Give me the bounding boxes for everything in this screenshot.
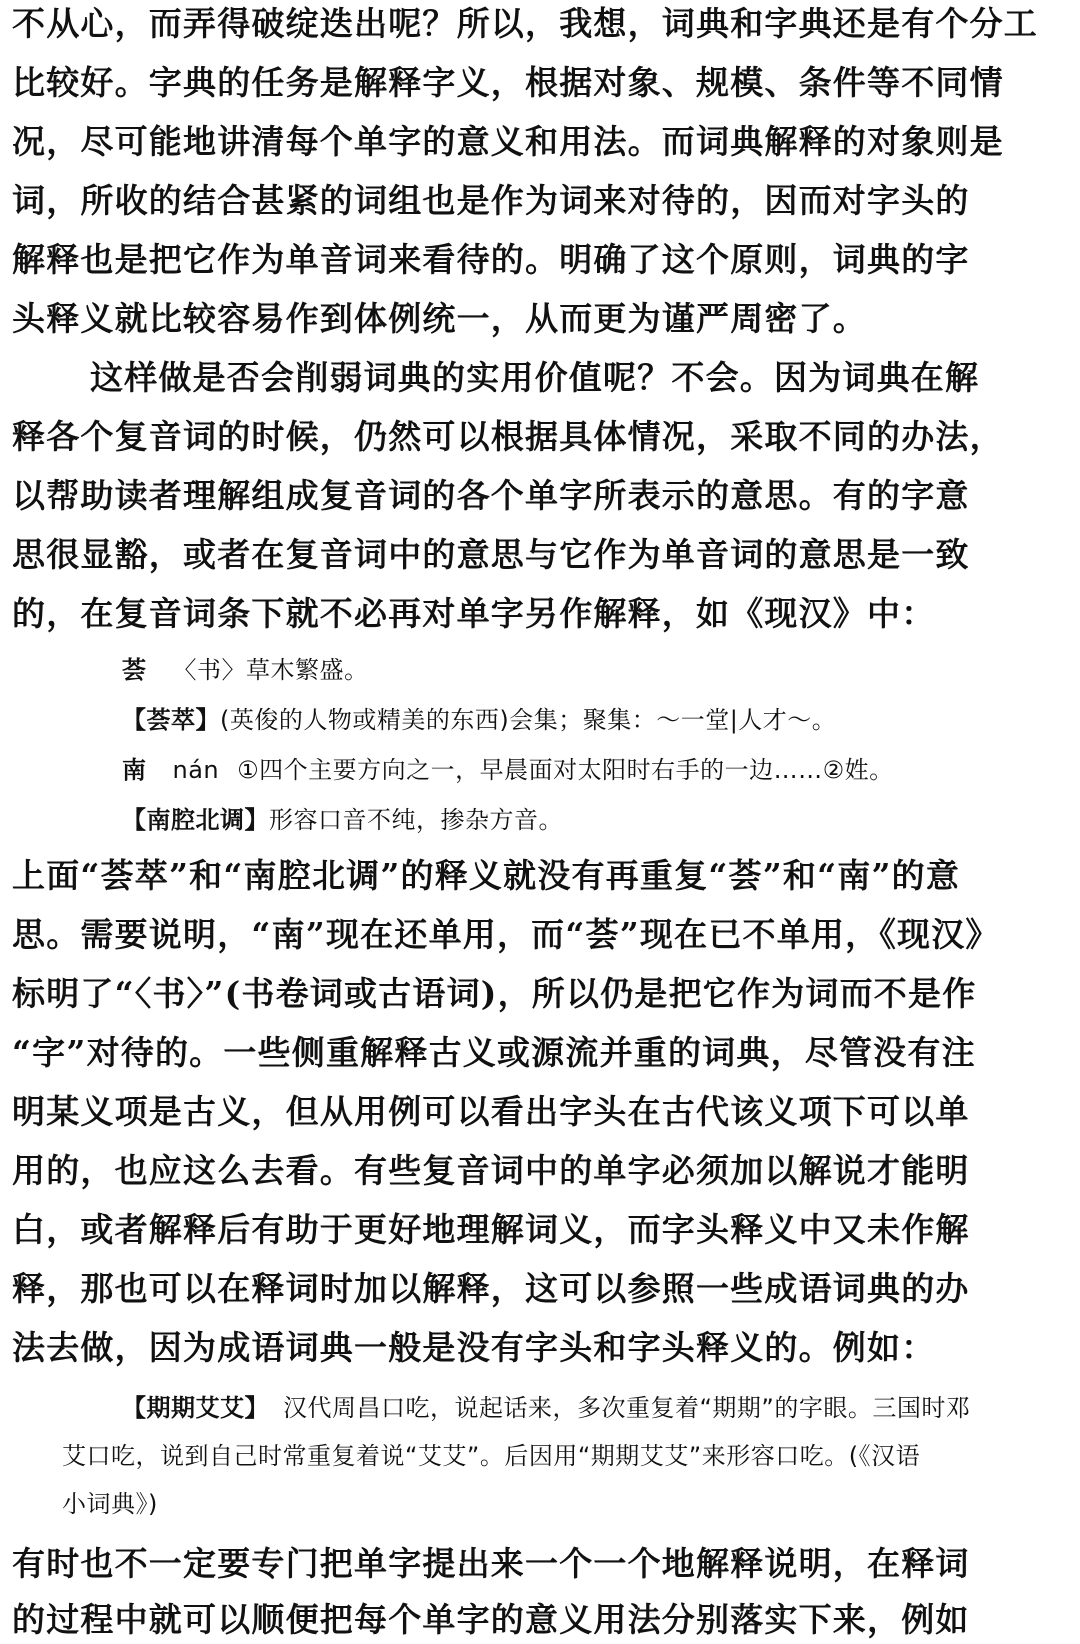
paragraph-2-line-3: 以帮助读者理解组成复音词的各个单字所表示的意思。有的字意 [12,476,970,515]
definition: 汉代周昌口吃，说起话来，多次重复着“期期”的字眼。三国时邓 [283,1394,971,1422]
definition: 〈书〉草木繁盛。 [172,656,369,684]
paragraph-1-line-2: 比较好。字典的任务是解释字义，根据对象、规模、条件等不同情 [12,63,1004,102]
paragraph-4-line-1: 有时也不一定要专门把单字提出来一个一个地解释说明，在释词 [12,1544,970,1583]
definition: 形容口音不纯，掺杂方音。 [269,806,563,834]
paragraph-2-line-5: 的，在复音词条下就不必再对单字另作解释，如《现汉》中： [12,594,936,633]
paragraph-3-line-5: 明某义项是古义，但从用例可以看出字头在古代该义项下可以单 [12,1092,970,1131]
entry-term: 【荟萃】 [122,706,220,734]
definition: (英俊的人物或精美的东西)会集；聚集：～一堂|人才～。 [220,706,837,734]
example-entry-huicui [122,704,836,736]
paragraph-3-line-1: 上面“荟萃”和“南腔北调”的释义就没有再重复“荟”和“南”的意 [12,856,961,895]
paragraph-1-line-5: 解释也是把它作为单音词来看待的。明确了这个原则，词典的字 [12,240,970,279]
example-entry-hui [122,654,369,686]
paragraph-3-line-4: “字”对待的。一些侧重解释古义或源流并重的词典，尽管没有注 [12,1033,976,1072]
pinyin: nán [172,756,220,784]
example-qiqiaiai-line-3: 小词典》) [62,1490,158,1518]
example-entry-nan [122,754,894,786]
paragraph-2-line-1: 这样做是否会削弱词典的实用价值呢？不会。因为词典在解 [90,358,980,397]
paragraph-3-line-8: 释，那也可以在释词时加以解释，这可以参照一些成语词典的办 [12,1269,970,1308]
example-qiqiaiai-line-1 [122,1392,970,1424]
example-qiqiaiai-line-2: 艾口吃，说到自己时常重复着说“艾艾”。后因用“期期艾艾”来形容口吃。(《汉语 [62,1442,921,1470]
paragraph-3-line-3: 标明了“〈书〉”(书卷词或古语词)，所以仍是把它作为词而不是作 [12,974,977,1013]
entry-term: 【期期艾艾】 [122,1394,269,1422]
paragraph-4-line-2: 的过程中就可以顺便把每个单字的意义用法分别落实下来，例如 [12,1600,970,1639]
paragraph-3-line-6: 用的，也应这么去看。有些复音词中的单字必须加以解说才能明 [12,1151,970,1190]
paragraph-1-line-4: 词，所收的结合甚紧的词组也是作为词来对待的，因而对字头的 [12,181,970,220]
paragraph-2-line-4: 思很显豁，或者在复音词中的意思与它作为单音词的意思是一致 [12,535,970,574]
paragraph-2-line-2: 释各个复音词的时候，仍然可以根据具体情况，采取不同的办法， [12,417,1004,456]
headword: 荟 [122,656,147,684]
paragraph-3-line-2: 思。需要说明，“南”现在还单用，而“荟”现在已不单用，《现汉》 [12,915,1000,954]
paragraph-1-line-6: 头释义就比较容易作到体例统一，从而更为谨严周密了。 [12,299,867,338]
paragraph-3-line-9: 法去做，因为成语词典一般是没有字头和字头释义的。例如： [12,1328,936,1367]
example-entry-nanqiangbeidiao [122,804,563,836]
paragraph-3-line-7: 白，或者解释后有助于更好地理解词义，而字头释义中又未作解 [12,1210,970,1249]
definition: ①四个主要方向之一，早晨面对太阳时右手的一边……②姓。 [237,756,894,784]
headword: 南 [122,756,147,784]
paragraph-1-line-3: 况，尽可能地讲清每个单字的意义和用法。而词典解释的对象则是 [12,122,1004,161]
entry-term: 【南腔北调】 [122,806,269,834]
paragraph-1-line-1: 不从心，而弄得破绽迭出呢？所以，我想，词典和字典还是有个分工 [12,4,1038,43]
